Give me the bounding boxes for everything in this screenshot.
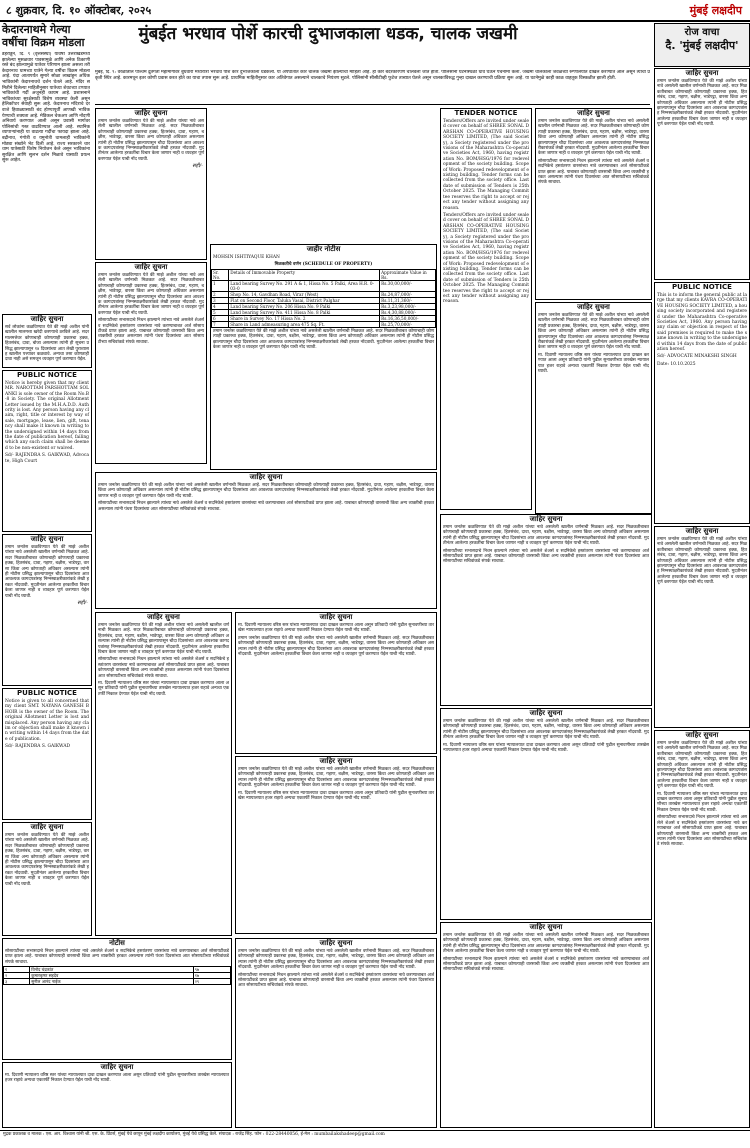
public-notice-en-2 xyxy=(2,688,92,820)
notice-body: तमाम जनतेस कळविण्यात येते की माझे अशील यांच्या नावे असलेली खालील वर्णनाची मिळकत आहे. सदर मिळकतीबाबत कोणाचाही कोणत्याही प्रकारचा हक्क, हितसंबंध, दावा, गहाण, बक्षीस, भाडेपट्टा, वारसा किंवा अन्य कोणताही अधिकार असल्यास त्यांनी ही नोटीस प्रसिद्ध झाल्यापासून चौदा दिवसांच्या आत आवश्यक कागदपत्रांसह निम्नस्वाक्षरीकारांकडे लेखी हरकत नोंदवावी. मुदतीनंतर आलेल्या हरकतींचा विचार केला जाणार नाही व व्यवहार पूर्ण करण्यात येईल याची नोंद घ्यावी. xyxy=(538,119,649,157)
table-row xyxy=(212,309,436,315)
cell-no: २९ xyxy=(193,979,230,985)
notice-box xyxy=(535,108,652,300)
notice-box xyxy=(95,472,437,609)
notice-title: PUBLIC NOTICE xyxy=(17,371,77,379)
notice-body: तमाम जनतेस कळविण्यात येते की माझे अशील यांच्या नावे असलेली खालील वर्णनाची मिळकत आहे. सदर मिळकतीबाबत कोणाचाही कोणत्याही प्रकारचा हक्क, हितसंबंध, दावा, गहाण, बक्षीस, भाडेपट्टा, वारसा किंवा अन्य कोणताही अधिकार असल्यास त्यांनी ही नोटीस प्रसिद्ध झाल्यापासून चौदा दिवसांच्या आत आवश्यक कागदपत्रांसह निम्नस्वाक्षरीकारांकडे लेखी हरकत नोंदवावी. मुदतीनंतर आलेल्या हरकतींचा विचार केला जाणार नाही व व्यवहार पूर्ण करण्यात येईल याची नोंद घ्यावी. xyxy=(238,635,434,658)
cell-value: Rs.16,36,50,000/- xyxy=(380,315,436,321)
page-header xyxy=(0,0,750,22)
notice-advocate: Sd/- RAJENDRA S. GAIKWAD, Advocate, High Court xyxy=(5,453,89,464)
col-value: Approximate Value in Rs. xyxy=(380,269,436,280)
public-notice-right xyxy=(654,282,750,524)
main-headline: मुंबईत भरधाव पोर्शे कारची दुभाजकाला धडक, चालक जखमी xyxy=(138,24,518,44)
notice-body: सर्व लोकांना कळविण्यात येते की माझे अशील यांनी खालील मालमत्ता खरेदी करण्याचे ठरविले आहे. सदर मालमत्तेवर कोणाचाही कोणत्याही प्रकारचा हक्क, हितसंबंध, दावा, बोजा असल्यास त्यांनी ही सूचना प्रसिद्ध झाल्यापासून १४ दिवसांच्या आत लेखी पुराव्यासह खालील पत्त्यावर कळवावे. अन्यथा तसा कोणताही दावा नाही असे समजून व्यवहार पूर्ण करण्यात येईल. xyxy=(5,325,89,363)
side-story-body: डेहराडून, दि. ९ (वृत्तसंस्था) यावर्षी उत्तराखंडमध्ये झालेल्या मुसळधार पावसामुळे आणि अनेक ठिकाणी रस्ते बंद झाल्यामुळे यात्रेवर परिणाम झाला असला तरी केदारनाथ धामच्या यात्रेने गेल्या वर्षीचा विक्रम मोडला आहे. यंदा आतापर्यंत सुमारे सोळा लाखांहून अधिक भाविकांनी केदारनाथचे दर्शन घेतले आहे. मंदिर समितीने दिलेल्या माहितीनुसार यात्रेच्या शेवटच्या टप्प्यात भाविकांची गर्दी अजूनही कायम आहे. प्रशासनाने भाविकांच्या सुरक्षेसाठी विशेष व्यवस्था केली असून हेलिकॉप्टर सेवाही सुरू आहे. केदारनाथ मंदिराचे दरवाजे हिवाळ्यासाठी बंद होण्यापूर्वी आणखी भाविक येण्याची शक्यता आहे. मेडिकल चेकअप आणि नोंदणी अनिवार्य करण्यात आली असून प्रवासी मार्गावर पोलिसांची गस्त वाढविण्यात आली आहे. स्थानिक व्यापाऱ्यांनाही या वाढत्या गर्दीचा फायदा झाला आहे. बद्रीनाथ, गंगोत्री व यमुनोत्री धामलाही भाविकांनी मोठ्या संख्येने भेट दिली आहे. राज्य सरकारने चारधाम यात्रेसाठी विशेष नियोजन केले असून भाविकांना सुरक्षित आणि सुलभ दर्शन मिळावे यासाठी प्रयत्न सुरू आहेत. xyxy=(2,52,90,164)
notice-title: PUBLIC NOTICE xyxy=(672,283,732,291)
col-sr: Sr. No. xyxy=(212,269,229,280)
notice-body: मा. दिवाणी न्यायालय वरिष्ठ स्तर यांच्या न्यायालयात दावा दाखल करण्यात आला असून प्रतिवादी यांनी पुढील सुनावणीच्या तारखेस न्यायालयात हजर राहावे अन्यथा एकतर्फी निकाल देण्यात येईल याची नोंद घ्यावी. xyxy=(238,790,434,802)
notice-body: तमाम जनतेस कळविण्यात येते की माझे अशील यांच्या नावे असलेली खालील वर्णनाची मिळकत आहे. सदर मिळकतीबाबत कोणाचाही कोणत्याही प्रकारचा हक्क, हितसंबंध, दावा, गहाण, बक्षीस, भाडेपट्टा, वारसा किंवा अन्य कोणताही अधिकार असल्यास त्यांनी ही नोटीस प्रसिद्ध झाल्यापासून चौदा दिवसांच्या आत आवश्यक कागदपत्रांसह निम्नस्वाक्षरीकारांकडे लेखी हरकत नोंदवावी. मुदतीनंतर आलेल्या हरकतींचा विचार केला जाणार नाही व व्यवहार पूर्ण करण्यात येईल याची नोंद घ्यावी. xyxy=(538,313,649,351)
notice-body: सोसायटीच्या सभासदाचे निधन झाल्याने त्यांच्या नावे असलेले शेअर्स व सदनिकेचे हस्तांतरण वारसांच्या नावे करण्याबाबत अर्ज सोसायटीकडे प्राप्त झाला आहे. याबाबत कोणत्याही वारसाची किंवा अन्य व्यक्तीची हरकत असल्यास त्यांनी पंधरा दिवसांच्या आत सोसायटीच्या सचिवांकडे संपर्क साधावा. xyxy=(5,949,229,965)
notice-body: तमाम जनतेस कळविण्यात येते की माझे अशील यांच्या नावे असलेली खालील वर्णनाची मिळकत आहे. सदर मिळकतीबाबत कोणाचाही कोणत्याही प्रकारचा हक्क, हितसंबंध, दावा, गहाण, बक्षीस, भाडेपट्टा, वारसा किंवा अन्य कोणताही अधिकार असल्यास त्यांनी ही नोटीस प्रसिद्ध झाल्यापासून चौदा दिवसांच्या आत आवश्यक कागदपत्रांसह निम्नस्वाक्षरीकारांकडे लेखी हरकत नोंदवावी. मुदतीनंतर आलेल्या हरकतींचा विचार केला जाणार नाही व व्यवहार पूर्ण करण्यात येईल याची नोंद घ्यावी. xyxy=(657,741,747,790)
cell-value: Rs.25,70,000/- xyxy=(380,321,436,327)
notice-box xyxy=(2,822,92,936)
cell-details: Shop No. 14, Gavdhan Road, Virar (West) xyxy=(229,291,380,297)
cell-value: Rs.30,00,000/- xyxy=(380,280,436,291)
cell-sr: 4 xyxy=(212,303,229,309)
notice-title: जाहीर नोटीस xyxy=(306,245,341,253)
table-header-row xyxy=(212,269,436,280)
notice-body: मा. दिवाणी न्यायालय वरिष्ठ स्तर यांच्या न्यायालयात दावा दाखल करण्यात आला असून प्रतिवादी यांनी पुढील सुनावणीच्या तारखेस न्यायालयात हजर राहावे अन्यथा एकतर्फी निकाल देण्यात येईल याची नोंद घ्यावी. xyxy=(538,352,649,375)
sidebar-table-box xyxy=(2,938,232,1060)
cell-value: Rs.24,87,000/- xyxy=(380,291,436,297)
notice-body: तमाम जनतेस कळविण्यात येते की माझे अशील यांच्या नावे असलेली खालील वर्णनाची मिळकत आहे. सदर मिळकतीबाबत कोणाचाही कोणत्याही प्रकारचा हक्क, हितसंबंध, दावा, गहाण, बक्षीस, भाडेपट्टा, वारसा किंवा अन्य कोणताही अधिकार असल्यास त्यांनी ही नोटीस प्रसिद्ध झाल्यापासून चौदा दिवसांच्या आत आवश्यक कागदपत्रांसह निम्नस्वाक्षरीकारांकडे लेखी हरकत नोंदवावी. मुदतीनंतर आलेल्या हरकतींचा विचार केला जाणार नाही व व्यवहार पूर्ण करण्यात येईल याची नोंद घ्यावी. xyxy=(98,119,204,162)
public-notice-en-1 xyxy=(2,370,92,532)
notice-title: जाहिर सुचना xyxy=(685,731,719,739)
cell-details: Land bearing Survey No. 291 A & 1, Hissa No. 5 Palki, Area H.R. 0-03-0 xyxy=(229,280,380,291)
col-details: Details of Immovable Property xyxy=(229,269,380,280)
notice-advocate: Sd/- ADVOCATE MINAKSHI SINGH xyxy=(657,354,737,360)
notice-title: जाहिर सुचना xyxy=(577,303,610,311)
notice-body: सोसायटीच्या सभासदाचे निधन झाल्याने त्यांच्या नावे असलेले शेअर्स व सदनिकेचे हस्तांतरण वारसांच्या नावे करण्याबाबत अर्ज सोसायटीकडे प्राप्त झाला आहे. याबाबत कोणत्याही वारसाची किंवा अन्य व्यक्तीची हरकत असल्यास त्यांनी पंधरा दिवसांच्या आत सोसायटीच्या सचिवांकडे संपर्क साधावा. xyxy=(538,158,649,186)
notice-body: मा. दिवाणी न्यायालय वरिष्ठ स्तर यांच्या न्यायालयात दावा दाखल करण्यात आला असून प्रतिवादी यांनी पुढील सुनावणीच्या तारखेस न्यायालयात हजर राहावे अन्यथा एकतर्फी निकाल देण्यात येईल याची नोंद घ्यावी. xyxy=(98,681,229,697)
notice-box xyxy=(2,1062,232,1128)
notice-body: मा. दिवाणी न्यायालय वरिष्ठ स्तर यांच्या न्यायालयात दावा दाखल करण्यात आला असून प्रतिवादी यांनी पुढील सुनावणीच्या तारखेस न्यायालयात हजर राहावे अन्यथा एकतर्फी निकाल देण्यात येईल याची नोंद घ्यावी. xyxy=(238,623,434,634)
cell-sr: 5 xyxy=(212,309,229,315)
notice-box xyxy=(440,708,652,920)
notice-box xyxy=(2,534,92,686)
notice-body: मा. दिवाणी न्यायालय वरिष्ठ स्तर यांच्या न्यायालयात दावा दाखल करण्यात आला असून प्रतिवादी यांनी पुढील सुनावणीच्या तारखेस न्यायालयात हजर राहावे अन्यथा एकतर्फी निकाल देण्यात येईल याची नोंद घ्यावी. xyxy=(443,742,649,754)
notice-body: मा. दिवाणी न्यायालय वरिष्ठ स्तर यांच्या न्यायालयात दावा दाखल करण्यात आला असून प्रतिवादी यांनी पुढील सुनावणीच्या तारखेस न्यायालयात हजर राहावे अन्यथा एकतर्फी निकाल देण्यात येईल याची नोंद घ्यावी. xyxy=(5,1073,229,1084)
notice-body: तमाम जनतेस कळविण्यात येते की माझे अशील यांच्या नावे असलेली खालील वर्णनाची मिळकत आहे. सदर मिळकतीबाबत कोणाचाही कोणत्याही प्रकारचा हक्क, हितसंबंध, दावा, गहाण, बक्षीस, भाडेपट्टा, वारसा किंवा अन्य कोणताही अधिकार असल्यास त्यांनी ही नोटीस प्रसिद्ध झाल्यापासून चौदा दिवसांच्या आत आवश्यक कागदपत्रांसह निम्नस्वाक्षरीकारांकडे लेखी हरकत नोंदवावी. मुदतीनंतर आलेल्या हरकतींचा विचार केला जाणार नाही व व्यवहार पूर्ण करण्यात येईल याची नोंद घ्यावी. xyxy=(657,79,747,128)
notice-box xyxy=(95,262,207,464)
table-row xyxy=(212,297,436,303)
notice-box xyxy=(654,730,750,1128)
notice-body: Notice is given to all concerned that my client SMT. NAYANA GANESH BHOIR is the owner of the Room. The original Allotment Letter is lost and misplaced. Any person having any claim or objection shall make it known in writing within 14 days from the date of publication. xyxy=(5,699,89,742)
notice-body: Tenders/Offers are invited under sealed cover on behalf of SHREE SONAL DARSHAN CO-OPERATIVE HOUSING SOCIETY LIMITED, (The said Society), a Society registered under the provisions of the Maharashtra Co-operative Societies Act, 1960, having registration No. BOM/HSG/1976 for redevelopment of the society building. Scope of Work: Proposed redevelopment of existing building. Tender forms can be collected from the society office. Last date of submission of Tenders is 25th October 2025. The Managing Committee reserves the right to accept or reject any tender without assigning any reason. xyxy=(443,119,529,211)
notice-body: Notice is hereby given that my client MR. NAROTTAM PARSHOTTAM SOLANKI is sole owner of the Room No.B-8 in Society. The original Allotment Letter issued by the M.H.A.D.D. Authority is lost. Any person having any claim, right, title or interest by way of sale, mortgage, lease, lien, gift, tenancy shall make it known in writing to the undersigned within 14 days from the date of publication hereof, failing which any such claim shall be deemed to be non-existent or waived. xyxy=(5,381,89,451)
notice-title: जाहिर सुचना xyxy=(319,757,353,765)
notice-title: जाहिर सुचना xyxy=(577,109,610,117)
notice-body: तमाम जनतेस कळविण्यात येते की माझे अशील यांच्या नावे असलेली खालील वर्णनाची मिळकत आहे. सदर मिळकतीबाबत कोणाचाही कोणत्याही प्रकारचा हक्क, हितसंबंध, दावा, गहाण, बक्षीस, भाडेपट्टा, वारसा किंवा अन्य कोणताही अधिकार असल्यास त्यांनी ही नोटीस प्रसिद्ध झाल्यापासून चौदा दिवसांच्या आत आवश्यक कागदपत्रांसह निम्नस्वाक्षरीकारांकडे लेखी हरकत नोंदवावी. मुदतीनंतर आलेल्या हरकतींचा विचार केला जाणार नाही व व्यवहार पूर्ण करण्यात येईल याची नोंद घ्यावी. xyxy=(5,545,89,599)
notice-body: तमाम जनतेस कळविण्यात येते की माझे अशील यांच्या नावे असलेली खालील वर्णनाची मिळकत आहे. सदर मिळकतीबाबत कोणाचाही कोणत्याही प्रकारचा हक्क, हितसंबंध, दावा, गहाण, बक्षीस, भाडेपट्टा, वारसा किंवा अन्य कोणताही अधिकार असल्यास त्यांनी ही नोटीस प्रसिद्ध झाल्यापासून चौदा दिवसांच्या आत आवश्यक कागदपत्रांसह निम्नस्वाक्षरीकारांकडे लेखी हरकत नोंदवावी. मुदतीनंतर आलेल्या हरकतींचा विचार केला जाणार नाही व व्यवहार पूर्ण करण्यात येईल याची नोंद घ्यावी. xyxy=(657,537,747,586)
promo-line2: दै. 'मुंबई लक्षदीप' xyxy=(665,39,739,52)
notice-box xyxy=(654,68,750,280)
cell-value: Rs.4,30,88,000/- xyxy=(380,309,436,315)
members-table xyxy=(3,966,231,985)
main-story-body: मुंबई, दि. ९: वरळीतील पश्चिम द्रुतगती महामार्गावर बुधवारी मध्यरात्री भरधाव पोर्शे कार दुभाजकाला धडकली. या अपघातात कार चालक जखमी झाल्याची माहिती आहे. ही कार बेदरकारपणे चालवली जात होती. पोलिसांनी घटनास्थळी धाव घेऊन पंचनामा केला. जखमी चालकाला जवळच्या रुग्णालयात दाखल करण्यात आले असून त्याची प्रकृती स्थिर आहे. कारमधून इतर कोणी प्रवास करत होते का याचा तपास सुरू आहे. प्राथमिक माहितीनुसार कार अतिवेगात असल्याने चालकाचे नियंत्रण सुटले. पोलिसांनी सीसीटीव्ही फुटेज ताब्यात घेतले असून चालकाविरुद्ध गुन्हा दाखल करण्याची प्रक्रिया सुरू आहे. या घटनेमुळे काही काळ वाहतूक विस्कळीत झाली होती. xyxy=(95,70,650,81)
notice-title: जाहिर सुचना xyxy=(30,315,64,323)
cell-sr: 3 xyxy=(212,297,229,303)
notice-body: Tenders/Offers are invited under sealed cover on behalf of SHREE SONAL DARSHAN CO-OPERATIVE HOUSING SOCIETY LIMITED, (The said Society), a Society registered under the provisions of the Maharashtra Co-operative Societies Act, 1960, having registration No. BOM/HSG/1976 for redevelopment of the society building. Scope of Work: Proposed redevelopment of existing building. Tender forms can be collected from the society office. Last date of submission of Tenders is 25th October 2025. The Managing Committee reserves the right to accept or reject any tender without assigning any reason. xyxy=(443,212,529,305)
notice-party: MOHSIN ISHTIYAQUE KHAN xyxy=(213,255,280,260)
side-story-title: केदारनाथमे गेल्या वर्षीचा विक्रम मोडला xyxy=(2,23,85,49)
table-row xyxy=(212,303,436,309)
signature: सही/- xyxy=(77,600,88,607)
cell-details: Land bearing Survey No. 411 Hissa No. 8 Palki xyxy=(229,309,380,315)
notice-title: जाहिर सुचना xyxy=(319,613,353,621)
table-title: नोटीस xyxy=(109,939,125,947)
cell-name: सुनील आनंद नाईक xyxy=(30,979,193,985)
notice-title: जाहिर सुचना xyxy=(529,923,563,931)
cell-value: Rs.3,23,98,000/- xyxy=(380,303,436,309)
notice-box xyxy=(2,314,92,368)
table-row xyxy=(212,321,436,327)
cell-details: Share in Survey No. 17 Hissa No. 2 xyxy=(229,315,380,321)
notice-title: TENDER NOTICE xyxy=(454,109,518,117)
cell-sr: 1 xyxy=(212,280,229,291)
cell-sr: १ xyxy=(4,967,30,973)
cell-no: ९७ xyxy=(193,967,230,973)
cell-sr: 6 xyxy=(212,315,229,321)
page-date: ८ शुक्रवार, दि. १० ऑक्टोबर, २०२५ xyxy=(6,4,152,17)
schedule-table xyxy=(211,269,436,328)
cell-details: Flat on Second Floor, Taluka Vasai, District Palghar xyxy=(229,297,380,303)
table-row xyxy=(212,280,436,291)
notice-body: तमाम जनतेस कळविण्यात येते की माझे अशील यांच्या नावे असलेली खालील वर्णनाची मिळकत आहे. सदर मिळकतीबाबत कोणाचाही कोणत्याही प्रकारचा हक्क, हितसंबंध, दावा, गहाण, बक्षीस, भाडेपट्टा, वारसा किंवा अन्य कोणताही अधिकार असल्यास त्यांनी ही नोटीस प्रसिद्ध झाल्यापासून चौदा दिवसांच्या आत आवश्यक कागदपत्रांसह निम्नस्वाक्षरीकारांकडे लेखी हरकत नोंदवावी. मुदतीनंतर आलेल्या हरकतींचा विचार केला जाणार नाही व व्यवहार पूर्ण करण्यात येईल याची नोंद घ्यावी. xyxy=(98,623,229,656)
promo-box xyxy=(654,23,750,67)
cell-sr: २ xyxy=(4,973,30,979)
notice-body: सोसायटीच्या सभासदाचे निधन झाल्याने त्यांच्या नावे असलेले शेअर्स व सदनिकेचे हस्तांतरण वारसांच्या नावे करण्याबाबत अर्ज सोसायटीकडे प्राप्त झाला आहे. याबाबत कोणत्याही वारसाची किंवा अन्य व्यक्तीची हरकत असल्यास त्यांनी पंधरा दिवसांच्या आत सोसायटीच्या सचिवांकडे संपर्क साधावा. xyxy=(238,972,434,989)
notice-body: तमाम जनतेस कळविण्यात येते की माझे अशील यांच्या नावे असलेली खालील वर्णनाची मिळकत आहे. सदर मिळकतीबाबत कोणाचाही कोणत्याही प्रकारचा हक्क, हितसंबंध, दावा, गहाण, बक्षीस, भाडेपट्टा, वारसा किंवा अन्य कोणताही अधिकार असल्यास त्यांनी ही नोटीस प्रसिद्ध झाल्यापासून चौदा दिवसांच्या आत आवश्यक कागदपत्रांसह निम्नस्वाक्षरीकारांकडे लेखी हरकत नोंदवावी. मुदतीनंतर आलेल्या हरकतींचा विचार केला जाणार नाही व व्यवहार पूर्ण करण्यात येईल याची नोंद घ्यावी. xyxy=(98,273,204,316)
notice-title: जाहिर सुचना xyxy=(134,109,168,117)
notice-box xyxy=(95,612,232,936)
notice-title: जाहिर सुचना xyxy=(134,263,168,271)
notice-title: जाहिर सुचना xyxy=(685,69,719,77)
notice-title: जाहिर सुचना xyxy=(529,515,563,523)
table-row xyxy=(4,979,231,985)
notice-date: Date: 10.10.2025 xyxy=(657,361,696,367)
cell-name: विनोद चंद्रकांत xyxy=(30,967,193,973)
tender-notice xyxy=(440,108,532,510)
notice-title: जाहिर सुचना xyxy=(319,939,353,947)
notice-body: सोसायटीच्या सभासदाचे निधन झाल्याने त्यांच्या नावे असलेले शेअर्स व सदनिकेचे हस्तांतरण वारसांच्या नावे करण्याबाबत अर्ज सोसायटीकडे प्राप्त झाला आहे. याबाबत कोणत्याही वारसाची किंवा अन्य व्यक्तीची हरकत असल्यास त्यांनी पंधरा दिवसांच्या आत सोसायटीच्या सचिवांकडे संपर्क साधावा. xyxy=(98,657,229,679)
section-label: मुंबई लक्षदीप xyxy=(689,4,742,17)
notice-box xyxy=(235,756,437,934)
cell-value: Rs.11,31,360/- xyxy=(380,297,436,303)
notice-box xyxy=(654,526,750,728)
signature: सही/- xyxy=(192,163,203,170)
notice-title: जाहिर सुचना xyxy=(685,527,719,535)
notice-body: तमाम जनतेस कळविण्यात येते की माझे अशील यांच्या नावे असलेली खालील वर्णनाची मिळकत आहे. सदर मिळकतीबाबत कोणाचाही कोणत्याही प्रकारचा हक्क, हितसंबंध, दावा, गहाण, बक्षीस, भाडेपट्टा, वारसा किंवा अन्य कोणताही अधिकार असल्यास त्यांनी ही नोटीस प्रसिद्ध झाल्यापासून चौदा दिवसांच्या आत आवश्यक कागदपत्रांसह निम्नस्वाक्षरीकारांकडे लेखी हरकत नोंदवावी. मुदतीनंतर आलेल्या हरकतींचा विचार केला जाणार नाही व व्यवहार पूर्ण करण्यात येईल याची नोंद घ्यावी. xyxy=(213,328,434,351)
notice-body: तमाम जनतेस कळविण्यात येते की माझे अशील यांच्या नावे असलेली खालील वर्णनाची मिळकत आहे. सदर मिळकतीबाबत कोणाचाही कोणत्याही प्रकारचा हक्क, हितसंबंध, दावा, गहाण, बक्षीस, भाडेपट्टा, वारसा किंवा अन्य कोणताही अधिकार असल्यास त्यांनी ही नोटीस प्रसिद्ध झाल्यापासून चौदा दिवसांच्या आत आवश्यक कागदपत्रांसह निम्नस्वाक्षरीकारांकडे लेखी हरकत नोंदवावी. मुदतीनंतर आलेल्या हरकतींचा विचार केला जाणार नाही व व्यवहार पूर्ण करण्यात येईल याची नोंद घ्यावी. xyxy=(443,933,649,955)
schedule-title: मिळकतीचे वर्णन (SCHEDULE OF PROPERTY) xyxy=(274,262,373,268)
property-notice xyxy=(210,244,437,470)
notice-title: जाहिर सुचना xyxy=(30,535,64,543)
notice-body: सोसायटीच्या सभासदाचे निधन झाल्याने त्यांच्या नावे असलेले शेअर्स व सदनिकेचे हस्तांतरण वारसांच्या नावे करण्याबाबत अर्ज सोसायटीकडे प्राप्त झाला आहे. याबाबत कोणत्याही वारसाची किंवा अन्य व्यक्तीची हरकत असल्यास त्यांनी पंधरा दिवसांच्या आत सोसायटीच्या सचिवांकडे संपर्क साधावा. xyxy=(443,956,649,973)
notice-body: This is to inform the general public at large that my clients KAVRA CO-OPERATIVE HOUSING SOCIETY LIMITED, a housing society incorporated and registered under the Maharashtra Co-operative Societies Act, 1960. Any person having any claim or objection in respect of the said premises is required to make the same known in writing to the undersigned within 14 days from the date of publication hereof. xyxy=(657,293,747,353)
notice-body: तमाम जनतेस कळविण्यात येते की माझे अशील यांच्या नावे असलेली खालील वर्णनाची मिळकत आहे. सदर मिळकतीबाबत कोणाचाही कोणत्याही प्रकारचा हक्क, हितसंबंध, दावा, गहाण, बक्षीस, भाडेपट्टा, वारसा किंवा अन्य कोणताही अधिकार असल्यास त्यांनी ही नोटीस प्रसिद्ध झाल्यापासून चौदा दिवसांच्या आत आवश्यक कागदपत्रांसह निम्नस्वाक्षरीकारांकडे लेखी हरकत नोंदवावी. मुदतीनंतर आलेल्या हरकतींचा विचार केला जाणार नाही व व्यवहार पूर्ण करण्यात येईल याची नोंद घ्यावी. xyxy=(443,525,649,547)
notice-advocate: Sd/- RAJENDRA S. GAIKWAD xyxy=(5,744,71,750)
notice-body: तमाम जनतेस कळविण्यात येते की माझे अशील यांच्या नावे असलेली खालील वर्णनाची मिळकत आहे. सदर मिळकतीबाबत कोणाचाही कोणत्याही प्रकारचा हक्क, हितसंबंध, दावा, गहाण, बक्षीस, भाडेपट्टा, वारसा किंवा अन्य कोणताही अधिकार असल्यास त्यांनी ही नोटीस प्रसिद्ध झाल्यापासून चौदा दिवसांच्या आत आवश्यक कागदपत्रांसह निम्नस्वाक्षरीकारांकडे लेखी हरकत नोंदवावी. मुदतीनंतर आलेल्या हरकतींचा विचार केला जाणार नाही व व्यवहार पूर्ण करण्यात येईल याची नोंद घ्यावी. xyxy=(238,949,434,971)
cell-details: Share in Land admeasuring area 475 Sq. Ft. xyxy=(229,321,380,327)
notice-box xyxy=(535,302,652,514)
cell-sr: 7 xyxy=(212,321,229,327)
notice-body: सोसायटीच्या सभासदाचे निधन झाल्याने त्यांच्या नावे असलेले शेअर्स व सदनिकेचे हस्तांतरण वारसांच्या नावे करण्याबाबत अर्ज सोसायटीकडे प्राप्त झाला आहे. याबाबत कोणत्याही वारसाची किंवा अन्य व्यक्तीची हरकत असल्यास त्यांनी पंधरा दिवसांच्या आत सोसायटीच्या सचिवांकडे संपर्क साधावा. xyxy=(443,548,649,565)
notice-box xyxy=(440,922,652,1128)
notice-body: सोसायटीच्या सभासदाचे निधन झाल्याने त्यांच्या नावे असलेले शेअर्स व सदनिकेचे हस्तांतरण वारसांच्या नावे करण्याबाबत अर्ज सोसायटीकडे प्राप्त झाला आहे. याबाबत कोणत्याही वारसाची किंवा अन्य व्यक्तीची हरकत असल्यास त्यांनी पंधरा दिवसांच्या आत सोसायटीच्या सचिवांकडे संपर्क साधावा. xyxy=(657,815,747,848)
notice-box xyxy=(235,938,437,1128)
notice-title: जाहिर सुचना xyxy=(249,473,283,481)
notice-body: तमाम जनतेस कळविण्यात येते की माझे अशील यांच्या नावे असलेली खालील वर्णनाची मिळकत आहे. सदर मिळकतीबाबत कोणाचाही कोणत्याही प्रकारचा हक्क, हितसंबंध, दावा, गहाण, बक्षीस, भाडेपट्टा, वारसा किंवा अन्य कोणताही अधिकार असल्यास त्यांनी ही नोटीस प्रसिद्ध झाल्यापासून चौदा दिवसांच्या आत आवश्यक कागदपत्रांसह निम्नस्वाक्षरीकारांकडे लेखी हरकत नोंदवावी. मुदतीनंतर आलेल्या हरकतींचा विचार केला जाणार नाही व व्यवहार पूर्ण करण्यात येईल याची नोंद घ्यावी. xyxy=(238,767,434,789)
notice-body: सोसायटीच्या सभासदाचे निधन झाल्याने त्यांच्या नावे असलेले शेअर्स व सदनिकेचे हस्तांतरण वारसांच्या नावे करण्याबाबत अर्ज सोसायटीकडे प्राप्त झाला आहे. याबाबत कोणत्याही वारसाची किंवा अन्य व्यक्तीची हरकत असल्यास त्यांनी पंधरा दिवसांच्या आत सोसायटीच्या सचिवांकडे संपर्क साधावा. xyxy=(98,501,434,512)
promo-line1: रोज वाचा xyxy=(684,27,720,38)
notice-title: जाहिर सुचना xyxy=(147,613,180,621)
notice-title: जाहिर सुचना xyxy=(30,823,64,831)
cell-no: १७ xyxy=(193,973,230,979)
cell-sr: ३ xyxy=(4,979,30,985)
divider xyxy=(95,104,650,105)
notice-box xyxy=(95,108,207,260)
notice-box xyxy=(235,612,437,754)
notice-body: सोसायटीच्या सभासदाचे निधन झाल्याने त्यांच्या नावे असलेले शेअर्स व सदनिकेचे हस्तांतरण वारसांच्या नावे करण्याबाबत अर्ज सोसायटीकडे प्राप्त झाला आहे. याबाबत कोणत्याही वारसाची किंवा अन्य व्यक्तीची हरकत असल्यास त्यांनी पंधरा दिवसांच्या आत सोसायटीच्या सचिवांकडे संपर्क साधावा. xyxy=(98,318,204,345)
cell-sr: 2 xyxy=(212,291,229,297)
notice-body: तमाम जनतेस कळविण्यात येते की माझे अशील यांच्या नावे असलेली खालील वर्णनाची मिळकत आहे. सदर मिळकतीबाबत कोणाचाही कोणत्याही प्रकारचा हक्क, हितसंबंध, दावा, गहाण, बक्षीस, भाडेपट्टा, वारसा किंवा अन्य कोणताही अधिकार असल्यास त्यांनी ही नोटीस प्रसिद्ध झाल्यापासून चौदा दिवसांच्या आत आवश्यक कागदपत्रांसह निम्नस्वाक्षरीकारांकडे लेखी हरकत नोंदवावी. मुदतीनंतर आलेल्या हरकतींचा विचार केला जाणार नाही व व्यवहार पूर्ण करण्यात येईल याची नोंद घ्यावी. xyxy=(443,719,649,741)
notice-body: तमाम जनतेस कळविण्यात येते की माझे अशील यांच्या नावे असलेली खालील वर्णनाची मिळकत आहे. सदर मिळकतीबाबत कोणाचाही कोणत्याही प्रकारचा हक्क, हितसंबंध, दावा, गहाण, बक्षीस, भाडेपट्टा, वारसा किंवा अन्य कोणताही अधिकार असल्यास त्यांनी ही नोटीस प्रसिद्ध झाल्यापासून चौदा दिवसांच्या आत आवश्यक कागदपत्रांसह निम्नस्वाक्षरीकारांकडे लेखी हरकत नोंदवावी. मुदतीनंतर आलेल्या हरकतींचा विचार केला जाणार नाही व व्यवहार पूर्ण करण्यात येईल याची नोंद घ्यावी. xyxy=(5,833,89,887)
notice-title: जाहिर सुचना xyxy=(100,1063,134,1071)
cell-name: कुमारकृष्ण सहदेव xyxy=(30,973,193,979)
notice-body: तमाम जनतेस कळविण्यात येते की माझे अशील यांच्या नावे असलेली खालील वर्णनाची मिळकत आहे. सदर मिळकतीबाबत कोणाचाही कोणत्याही प्रकारचा हक्क, हितसंबंध, दावा, गहाण, बक्षीस, भाडेपट्टा, वारसा किंवा अन्य कोणताही अधिकार असल्यास त्यांनी ही नोटीस प्रसिद्ध झाल्यापासून चौदा दिवसांच्या आत आवश्यक कागदपत्रांसह निम्नस्वाक्षरीकारांकडे लेखी हरकत नोंदवावी. मुदतीनंतर आलेल्या हरकतींचा विचार केला जाणार नाही व व्यवहार पूर्ण करण्यात येईल याची नोंद घ्यावी. xyxy=(98,483,434,499)
notice-body: मा. दिवाणी न्यायालय वरिष्ठ स्तर यांच्या न्यायालयात दावा दाखल करण्यात आला असून प्रतिवादी यांनी पुढील सुनावणीच्या तारखेस न्यायालयात हजर राहावे अन्यथा एकतर्फी निकाल देण्यात येईल याची नोंद घ्यावी. xyxy=(657,791,747,813)
page-footer: मुद्रक प्रकाशक व मालक : एस. आर. विश्वास यांनी श्री. एस. के. प्रिंटर्स, मुंबई येथे छापून मुंबई लक्षदीप कार्यालय, मुंबई येथे प्रसिद्ध केले. संपादक : राजेंद्र सिंह. फोन : 022-28440056, ई-मेल : mumbailakshadeep@gmail.com xyxy=(0,1130,750,1148)
notice-title: PUBLIC NOTICE xyxy=(17,689,77,697)
cell-details: Land bearing Survey No. 206 Hissa No. 9 Palki xyxy=(229,303,380,309)
notice-box xyxy=(440,514,652,706)
notice-title: जाहिर सुचना xyxy=(529,709,563,717)
